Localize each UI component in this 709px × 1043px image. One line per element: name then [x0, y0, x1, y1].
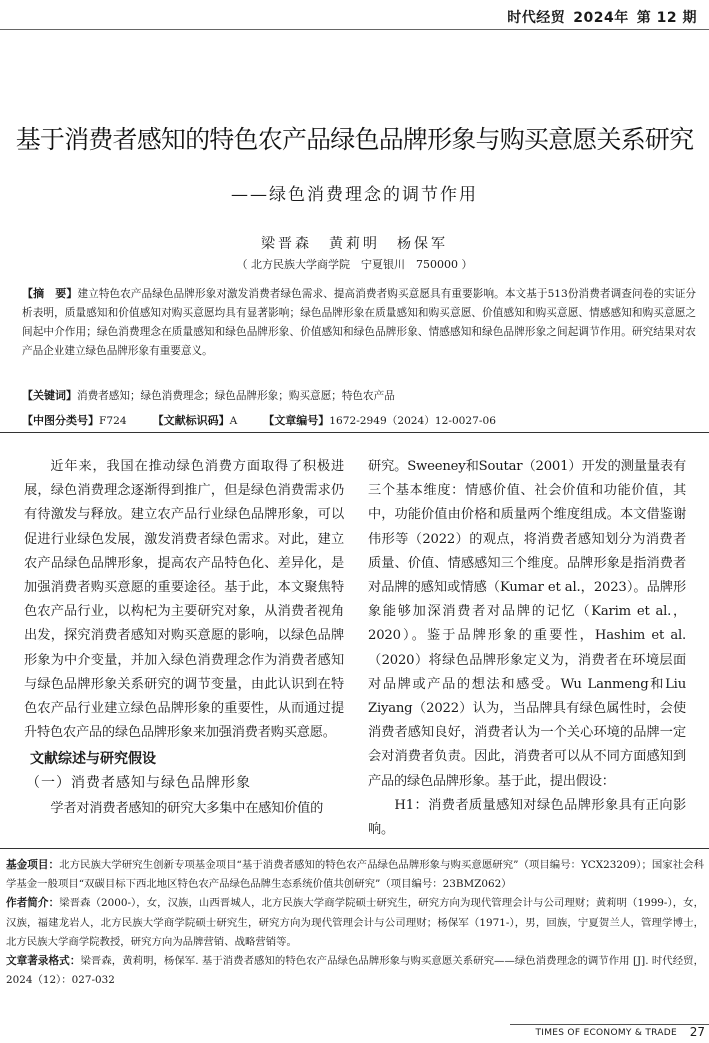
- subsection-heading: （一）消费者感知与绿色品牌形象: [26, 775, 251, 791]
- author-bio-text: 梁晋森（2000-），女，汉族，山西晋城人，北方民族大学商学院硕士研究生，研究方向为现代管理会计与公司理财；黄莉明（1999-），女，汉族，福建龙岩人，北方民族大学商学院硕士研究生，研究方向为现代管理会计与公司理财；杨保军（1971-），男，回族，宁夏贺兰人，管理学博士，北方民族大学商学院教授，研究方向为品牌营销、战略营销等。: [6, 897, 704, 948]
- literature-paragraph: 研究。Sweeney和Soutar（2001）开发的测量量表有三个基本维度：情感价值、社会价值和功能价值，其中，功能价值由价格和质量两个维度组成。本文借鉴谢伟形等（2022）的观点，将消费者感知划分为消费者质量、价值、情感感知三个维度。品牌形象是指消费者对品牌的感知或情感（Kumar et al.，2023）。品牌形象能够加深消费者对品牌的记忆（Karim et al.，2020）。鉴于品牌形象的重要性，Hashim et al.（2020）将绿色品牌形象定义为，消费者在环境层面对品牌或产品的想法和感受。Wu Lanmeng和Liu Ziyang（2022）认为，当品牌具有绿色属性时，会使消费者感知良好，消费者认为一个关心环境的品牌一定会对消费者负责。因此，消费者可以从不同方面感知到产品的绿色品牌形象。基于此，提出假设：: [368, 459, 686, 789]
- footnote-divider: [0, 848, 709, 849]
- fund-note: [6, 856, 704, 894]
- citation-label: 文章著录格式：: [6, 955, 81, 968]
- abstract-block: [22, 284, 696, 361]
- classification-line: [22, 412, 696, 428]
- keywords-text: 消费者感知；绿色消费理念；绿色品牌形象；购买意愿；特色农产品: [77, 390, 395, 402]
- footer-journal-name: TIMES OF ECONOMY & TRADE: [535, 1028, 677, 1038]
- page-number: 27: [689, 1025, 705, 1039]
- abstract-label: 【摘 要】: [22, 287, 78, 300]
- doc-code-value: A: [229, 415, 238, 427]
- section-heading: 文献综述与研究假设: [30, 751, 156, 767]
- keywords-label: 【关键词】: [22, 389, 77, 402]
- left-column-tail: 学者对消费者感知的研究大多集中在感知价值的: [50, 801, 324, 816]
- header-year: 2024年: [573, 10, 629, 26]
- article-number-value: 1672-2949（2024）12-0027-06: [329, 415, 496, 427]
- footer-rule: [510, 1024, 709, 1025]
- author-affiliation: （ 北方民族大学商学院 宁夏银川 750000 ）: [236, 258, 473, 271]
- clc-label: 【中图分类号】: [22, 414, 99, 427]
- intro-paragraph: 近年来，我国在推动绿色消费方面取得了积极进展，绿色消费理念逐渐得到推广，但是绿色消费需求仍有待激发与释放。建立农产品行业绿色品牌形象，可以促进行业绿色发展，激发消费者绿色需求。对此，建立农产品绿色品牌形象，提高农产品特色化、差异化，是加强消费者购买意愿的重要途径。基于此，本文聚焦特色农产品行业，以构杞为主要研究对象，从消费者视角出发，探究消费者感知对购买意愿的影响，以绿色品牌形象为中介变量，并加入绿色消费理念作为消费者感知与绿色品牌形象关系研究的调节变量，由此认识到在特色农产品行业建立绿色品牌形象的重要性，从而通过提升特色农产品的绿色品牌形象来加强消费者购买意愿。: [24, 459, 344, 741]
- hypothesis-h1: H1：消费者质量感知对绿色品牌形象具有正向影响。: [368, 797, 686, 838]
- author-list: 梁晋森 黄莉明 杨保军: [261, 236, 448, 252]
- article-subtitle: ——绿色消费理念的调节作用: [231, 185, 478, 205]
- article-title: 基于消费者感知的特色农产品绿色品牌形象与购买意愿关系研究: [15, 125, 694, 154]
- author-note: [6, 894, 704, 952]
- footnotes-block: [6, 856, 704, 990]
- citation-text: 梁晋森，黄莉明，杨保军. 基于消费者感知的特色农产品绿色品牌形象与购买意愿关系研究——绿色消费理念的调节作用 [J]. 时代经贸，2024（12）：027-032: [6, 955, 704, 987]
- left-column: [24, 455, 344, 745]
- abstract-divider: [0, 432, 709, 433]
- header-rule: [0, 29, 709, 30]
- doc-code-label: 【文献标识码】: [152, 414, 230, 427]
- abstract-text: 建立特色农产品绿色品牌形象对激发消费者绿色需求、提高消费者购买意愿具有重要影响。本文基于513份消费者调查问卷的实证分析表明，质量感知和价值感知对购买意愿均具有显著影响；绿色品牌形象在质量感知和购买意愿、价值感知和购买意愿、情感感知和购买意愿之间起中介作用；绿色消费理念在质量感知和绿色品牌形象、价值感知和绿色品牌形象、情感感知和绿色品牌形象之间起调节作用。研究结果对农产品企业建立绿色品牌形象有重要意义。: [22, 288, 696, 357]
- header-issue: 第 12 期: [636, 10, 697, 26]
- fund-label: 基金项目：: [6, 859, 60, 871]
- fund-text: 北方民族大学研究生创新专项基金项目“基于消费者感知的特色农产品绿色品牌形象与购买意愿研究”（项目编号：YCX23209）；国家社会科学基金一般项目“双碳目标下西北地区特色农产品绿色品牌生态系统价值共创研究”（项目编号：23BMZ062）: [6, 859, 705, 891]
- header-journal-name: 时代经贸: [507, 10, 566, 26]
- header-journal-info: [499, 7, 697, 27]
- right-column: [368, 455, 686, 842]
- keywords-block: [22, 387, 696, 403]
- author-bio-label: 作者简介：: [6, 897, 60, 910]
- citation-note: [6, 952, 704, 990]
- article-number-label: 【文章编号】: [263, 414, 330, 427]
- clc-value: F724: [99, 415, 127, 427]
- page-header: [0, 0, 709, 34]
